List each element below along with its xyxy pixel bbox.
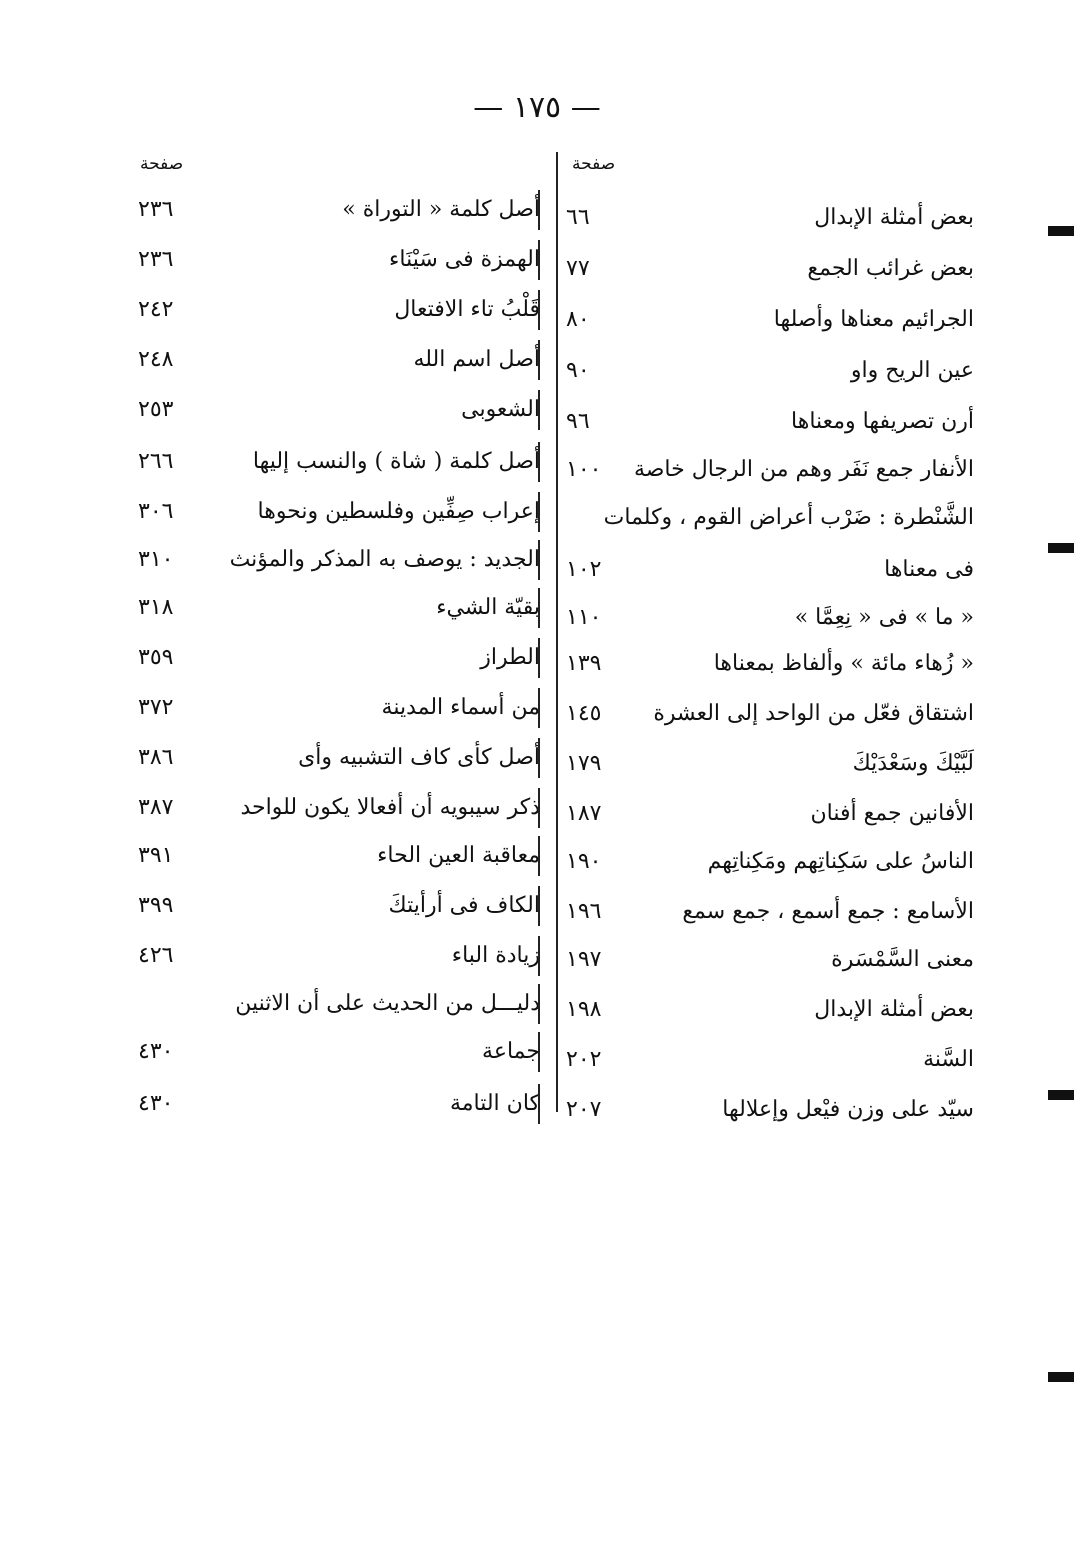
entry-page: ٢٣٦: [138, 197, 174, 222]
entry-title: كان التامة: [449, 1091, 540, 1116]
right-col-header: صفحة: [572, 154, 616, 174]
entry-page: ١٣٩: [566, 651, 602, 676]
index-entry: [0, 438, 1074, 486]
entry-page: ٣٨٧: [138, 795, 174, 820]
index-entry: [0, 1080, 1074, 1128]
entry-title: الشعوبى: [461, 397, 540, 422]
entry-title: إعراب صِفِّين وفلسطين ونحوها: [257, 499, 540, 524]
entry-page: ٣٠٦: [138, 499, 174, 524]
entry-title: لَبَّيْكَ وسَعْدَيْكَ: [852, 751, 974, 776]
entry-page: ٣١٠: [138, 547, 174, 572]
entry-title: الجديد : يوصف به المذكر والمؤنث: [229, 547, 540, 572]
entry-title: أصل كأى كاف التشبيه وأى: [298, 745, 540, 770]
index-entry: [0, 932, 1074, 980]
entry-page: ٤٣٠: [138, 1091, 174, 1116]
entry-page: ١٠٢: [566, 557, 602, 582]
margin-mark: [1048, 1372, 1074, 1382]
entry-page: ٣١٨: [138, 595, 174, 620]
entry-page: ٢٦٦: [138, 449, 174, 474]
index-entry: [0, 1028, 1074, 1076]
page-number: — ١٧٥ —: [473, 90, 601, 125]
entry-title: دليـــل من الحديث على أن الاثنين: [235, 991, 540, 1016]
entry-page: ٧٧: [566, 256, 590, 281]
index-entry: [0, 634, 1074, 682]
entry-page: ٢٤٨: [138, 347, 174, 372]
entry-title: معنى السَّمْسَرة: [831, 947, 974, 972]
entry-page: ٨٠: [566, 307, 590, 332]
entry-page: ٣٨٦: [138, 745, 174, 770]
entry-page: ٤٣٠: [138, 1039, 174, 1064]
entry-title: الأنفار جمع نَفَر وهم من الرجال خاصة: [633, 457, 974, 482]
entry-title: « ما » فى « نِعِمَّا »: [794, 605, 974, 630]
entry-page: ٢٣٦: [138, 247, 174, 272]
left-col-header: صفحة: [140, 154, 184, 174]
index-entry: [0, 684, 1074, 732]
entry-page: ٩٦: [566, 409, 590, 434]
entry-title: جماعة: [482, 1039, 540, 1064]
entry-page: ١٧٩: [566, 751, 602, 776]
entry-title: الشَّنْطرة : ضَرْب أعراض القوم ، وكلمات: [603, 505, 974, 530]
margin-mark: [1048, 543, 1074, 553]
entry-page: ١٨٧: [566, 801, 602, 826]
entry-page: ٣٥٩: [138, 645, 174, 670]
index-entry: [0, 236, 1074, 284]
entry-title: من أسماء المدينة: [381, 695, 540, 720]
entry-title: « زُهاء مائة » وألفاظ بمعناها: [713, 651, 974, 676]
index-entry: [0, 832, 1074, 880]
entry-title: بعض غرائب الجمع: [807, 256, 974, 281]
entry-page: ١٤٥: [566, 701, 602, 726]
entry-page: ١١٠: [566, 605, 602, 630]
entry-title: عين الريح واو: [850, 358, 974, 383]
entry-title: أصل اسم الله: [413, 347, 540, 372]
index-entry: [0, 286, 1074, 334]
entry-title: ذكر سيبويه أن أفعالا يكون للواحد: [240, 795, 540, 820]
entry-title: اشتقاق فعّل من الواحد إلى العشرة: [653, 701, 974, 726]
entry-page: ٩٠: [566, 358, 590, 383]
index-entry: [0, 734, 1074, 782]
entry-title: قَلْبُ تاء الافتعال: [394, 297, 540, 322]
entry-title: زيادة الباء: [451, 943, 540, 968]
index-entry: [0, 584, 1074, 632]
entry-title: الكاف فى أرأيتكَ: [388, 893, 540, 918]
index-entry: [0, 488, 1074, 536]
entry-page: ١٩٧: [566, 947, 602, 972]
entry-page: ٢٥٣: [138, 397, 174, 422]
entry-page: ١٩٠: [566, 849, 602, 874]
entry-title: الناسُ على سَكِناتِهم ومَكِناتِهم: [707, 849, 974, 874]
entry-page: ٣٧٢: [138, 695, 174, 720]
margin-mark: [1048, 1090, 1074, 1100]
index-entry: [0, 882, 1074, 930]
entry-title: بقيّة الشيء: [436, 595, 540, 620]
index-entry: [0, 186, 1074, 234]
entry-page: ١٠٠: [566, 457, 602, 482]
entry-title: بعض أمثلة الإبدال: [814, 205, 974, 230]
entry-page: ٦٦: [566, 205, 590, 230]
entry-title: أصل كلمة « التوراة »: [342, 197, 540, 222]
entry-title: أصل كلمة ( شاة ) والنسب إليها: [252, 449, 540, 474]
entry-page: ٢٤٢: [138, 297, 174, 322]
entry-title: معاقبة العين الحاء: [377, 843, 540, 868]
entry-title: سيّد على وزن فيْعل وإعلالها: [722, 1097, 974, 1122]
index-entry: [0, 386, 1074, 434]
index-entry: [0, 336, 1074, 384]
entry-title: الهمزة فى سَيْنَاء: [389, 247, 540, 272]
index-entry: [0, 536, 1074, 584]
index-entry: [0, 980, 1074, 1028]
entry-page: ٢٠٧: [566, 1097, 602, 1122]
entry-page: ٤٢٦: [138, 943, 174, 968]
index-entry: [0, 784, 1074, 832]
entry-title: السَّنة: [923, 1047, 974, 1072]
entry-page: ٢٠٢: [566, 1047, 602, 1072]
margin-mark: [1048, 226, 1074, 236]
entry-title: فى معناها: [884, 557, 974, 582]
entry-title: الطراز: [480, 645, 540, 670]
entry-page: ٣٩١: [138, 843, 174, 868]
entry-title: بعض أمثلة الإبدال: [814, 997, 974, 1022]
entry-title: الأسامع : جمع أسمع ، جمع سمع: [682, 899, 974, 924]
entry-page: ١٩٦: [566, 899, 602, 924]
entry-title: الأفانين جمع أفنان: [810, 801, 974, 826]
entry-title: أرن تصريفها ومعناها: [791, 409, 974, 434]
entry-title: الجرائيم معناها وأصلها: [773, 307, 974, 332]
entry-page: ١٩٨: [566, 997, 602, 1022]
entry-page: ٣٩٩: [138, 893, 174, 918]
